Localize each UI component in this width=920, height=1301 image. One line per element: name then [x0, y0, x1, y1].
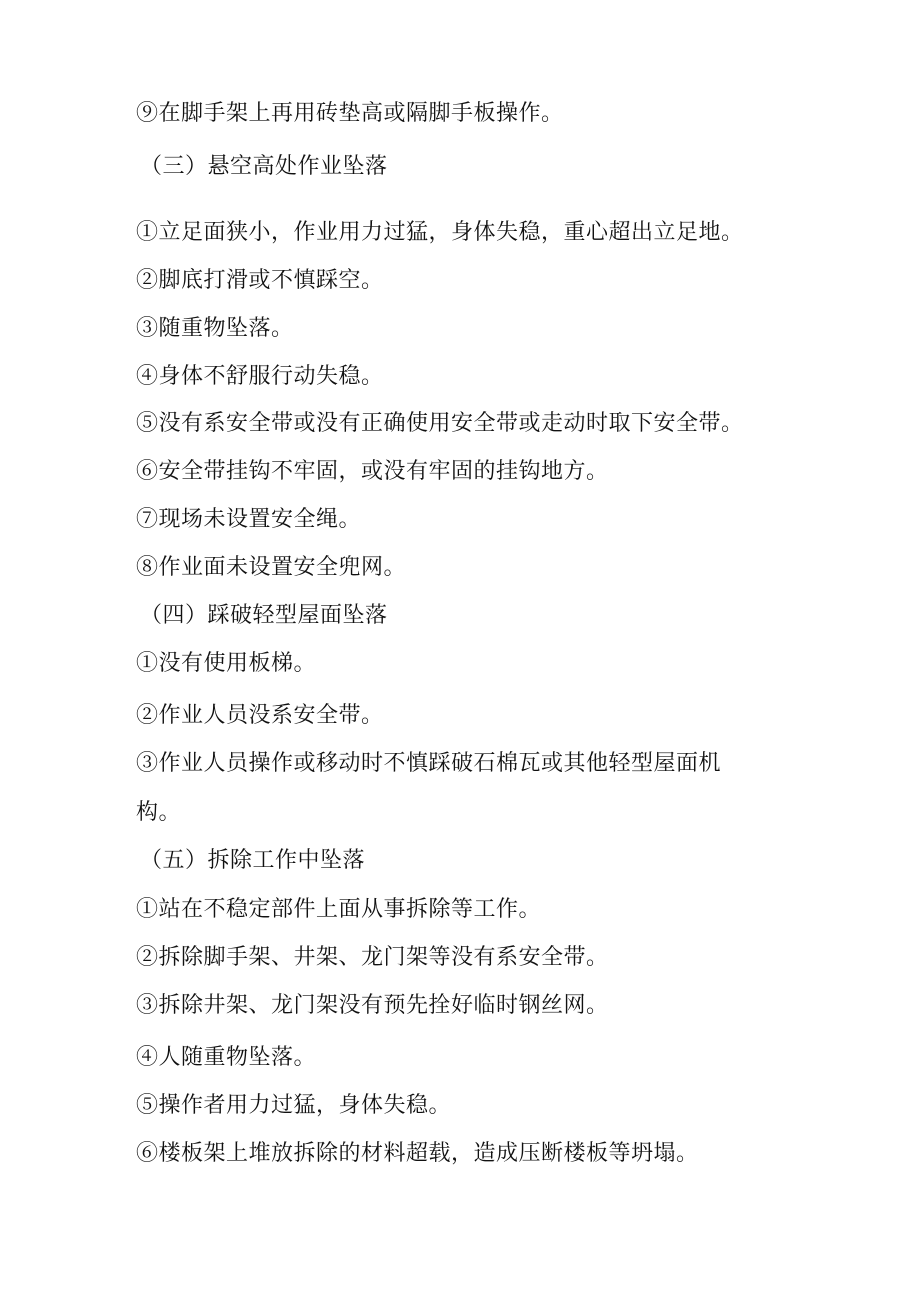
text-line: ①立足面狭小，作业用力过猛，身体失稳，重心超出立足地。	[136, 220, 744, 245]
text-line: ③拆除井架、龙门架没有预先拴好临时钢丝网。	[136, 993, 609, 1018]
text-line: ⑥楼板架上堆放拆除的材料超载，造成压断楼板等坍塌。	[136, 1141, 699, 1166]
text-line: ③作业人员操作或移动时不慎踩破石棉瓦或其他轻型屋面机	[136, 751, 722, 776]
text-line: ②脚底打滑或不慎踩空。	[136, 268, 384, 293]
section-heading: （三）悬空高处作业坠落	[140, 154, 388, 179]
text-line: 构。	[136, 800, 182, 825]
text-line: ④人随重物坠落。	[136, 1045, 317, 1070]
text-line: ④身体不舒服行动失稳。	[136, 364, 384, 389]
section-heading: （四）踩破轻型屋面坠落	[140, 603, 388, 628]
text-line: ⑨在脚手架上再用砖垫高或隔脚手板操作。	[136, 101, 564, 126]
text-line: ①站在不稳定部件上面从事拆除等工作。	[136, 897, 542, 922]
text-line: ③随重物坠落。	[136, 316, 294, 341]
text-line: ⑤操作者用力过猛，身体失稳。	[136, 1093, 452, 1118]
text-line: ⑧作业面未设置安全兜网。	[136, 555, 407, 580]
section-heading: （五）拆除工作中坠落	[140, 848, 366, 873]
text-line: ⑦现场未设置安全绳。	[136, 507, 362, 532]
text-line: ⑥安全带挂钩不牢固，或没有牢固的挂钩地方。	[136, 459, 609, 484]
text-line: ⑤没有系安全带或没有正确使用安全带或走动时取下安全带。	[136, 411, 744, 436]
text-line: ②拆除脚手架、井架、龙门架等没有系安全带。	[136, 945, 609, 970]
text-line: ②作业人员没系安全带。	[136, 703, 384, 728]
text-line: ①没有使用板梯。	[136, 651, 317, 676]
